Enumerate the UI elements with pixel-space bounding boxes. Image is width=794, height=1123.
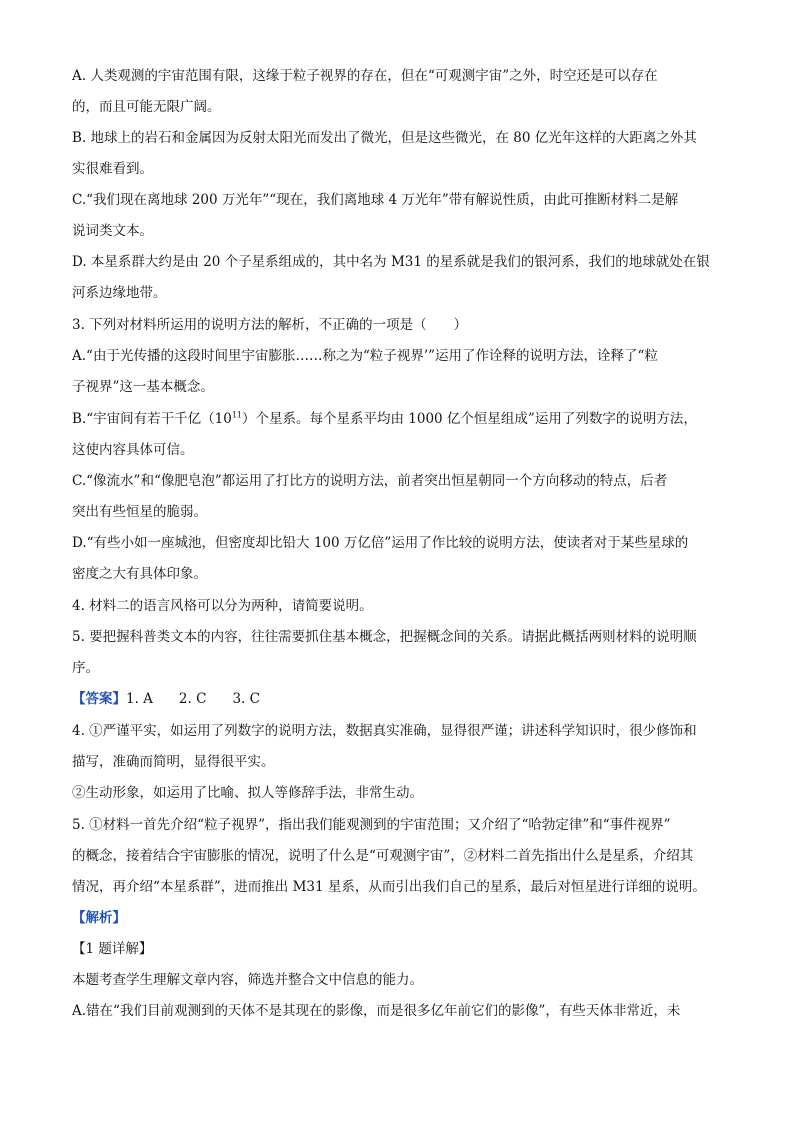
answer-5-line: 5. ①材料一首先介绍“粒子视界”，指出我们能观测到的宇宙范围；又介绍了“哈勃定律”和“事件视界” bbox=[72, 817, 671, 833]
text-line: C.“像流水”和“像肥皂泡”都运用了打比方的说明方法，前者突出恒星朝同一个方向移动的特点，后者 bbox=[72, 473, 668, 489]
option-b-line bbox=[72, 409, 732, 429]
text-line: A. 人类观测的宇宙范围有限，这缘于粒子视界的存在，但在“可观测宇宙”之外，时空还是可以存在 bbox=[72, 68, 658, 84]
text-line: A.错在“我们目前观测到的天体不是其现在的影像，而是很多亿年前它们的影像”，有些天体非常近，未 bbox=[72, 1003, 681, 1019]
analysis-label: 【解析】 bbox=[72, 910, 126, 926]
answer-4-line: 4. ①严谨平实，如运用了列数字的说明方法，数据真实准确，显得很严谨；讲述科学知识时，很少修饰和 bbox=[72, 723, 697, 739]
text-line: 本题考查学生理解文章内容，筛选并整合文中信息的能力。 bbox=[72, 972, 423, 988]
analysis-heading bbox=[72, 908, 732, 928]
text-line: 河系边缘地带。 bbox=[72, 285, 167, 301]
text-line: C.“我们现在离地球 200 万光年”“现在，我们离地球 4 万光年”带有解说性质，由此可推断材料二是解 bbox=[72, 192, 679, 208]
text-line: 子视界”这一基本概念。 bbox=[72, 379, 214, 395]
text-line: 实很难看到。 bbox=[72, 161, 153, 177]
text-line: 描写，准确而简明，显得很平实。 bbox=[72, 754, 275, 770]
exponent: 11 bbox=[231, 410, 242, 420]
text-line: 密度之大有具体印象。 bbox=[72, 566, 207, 582]
text-line: ②生动形象，如运用了比喻、拟人等修辞手法，非常生动。 bbox=[72, 785, 423, 801]
text-line: D. 本星系群大约是由 20 个子星系组成的，其中名为 M31 的星系就是我们的银河系，我们的地球就处在银 bbox=[72, 254, 710, 270]
text-line: 说词类文本。 bbox=[72, 223, 153, 239]
section-heading: 【1 题详解】 bbox=[72, 941, 153, 957]
question-5: 5. 要把握科普类文本的内容，往往需要抓住基本概念，把握概念间的关系。请据此概括两则材料的说明顺 bbox=[72, 629, 697, 645]
text-line: B. 地球上的岩石和金属因为反射太阳光而发出了微光，但是这些微光，在 80 亿光年这样的大距离之外其 bbox=[72, 130, 697, 146]
option-b-post: ）个星系。每个星系平均由 1000 亿个恒星组成”运用了列数字的说明方法， bbox=[241, 411, 697, 427]
option-b-pre: B.“宇宙间有若干千亿（10 bbox=[72, 411, 232, 427]
text-line: 的，而且可能无限广阔。 bbox=[72, 99, 221, 115]
question-3: 3. 下列对材料所运用的说明方法的解析，不正确的一项是（ ） bbox=[72, 317, 468, 333]
question-4: 4. 材料二的语言风格可以分为两种，请简要说明。 bbox=[72, 598, 373, 614]
answer-2: 2. C bbox=[178, 691, 207, 707]
text-line: 这使内容具体可信。 bbox=[72, 442, 194, 458]
answer-1: 1. A bbox=[126, 691, 153, 707]
answer-row bbox=[72, 689, 732, 709]
text-line: 突出有些恒星的脆弱。 bbox=[72, 504, 207, 520]
answer-3: 3. C bbox=[232, 691, 260, 707]
text-line: A.“由于光传播的这段时间里宇宙膨胀……称之为“粒子视界’”运用了作诠释的说明方法，诠释了“粒 bbox=[72, 348, 658, 364]
answer-label: 【答案】 bbox=[72, 691, 126, 707]
text-line: 情况，再介绍“本星系群”，进而推出 M31 星系，从而引出我们自己的星系，最后对恒星进行详细的说明。 bbox=[72, 879, 706, 895]
text-line: 的概念，接着结合宇宙膨胀的情况，说明了什么是“可观测宇宙”，②材料二首先指出什么是星系，介绍其 bbox=[72, 848, 694, 864]
text-line: 序。 bbox=[72, 660, 99, 676]
text-line: D.“有些小如一座城池，但密度却比铅大 100 万亿倍”运用了作比较的说明方法，使读者对于某些星球的 bbox=[72, 535, 689, 551]
